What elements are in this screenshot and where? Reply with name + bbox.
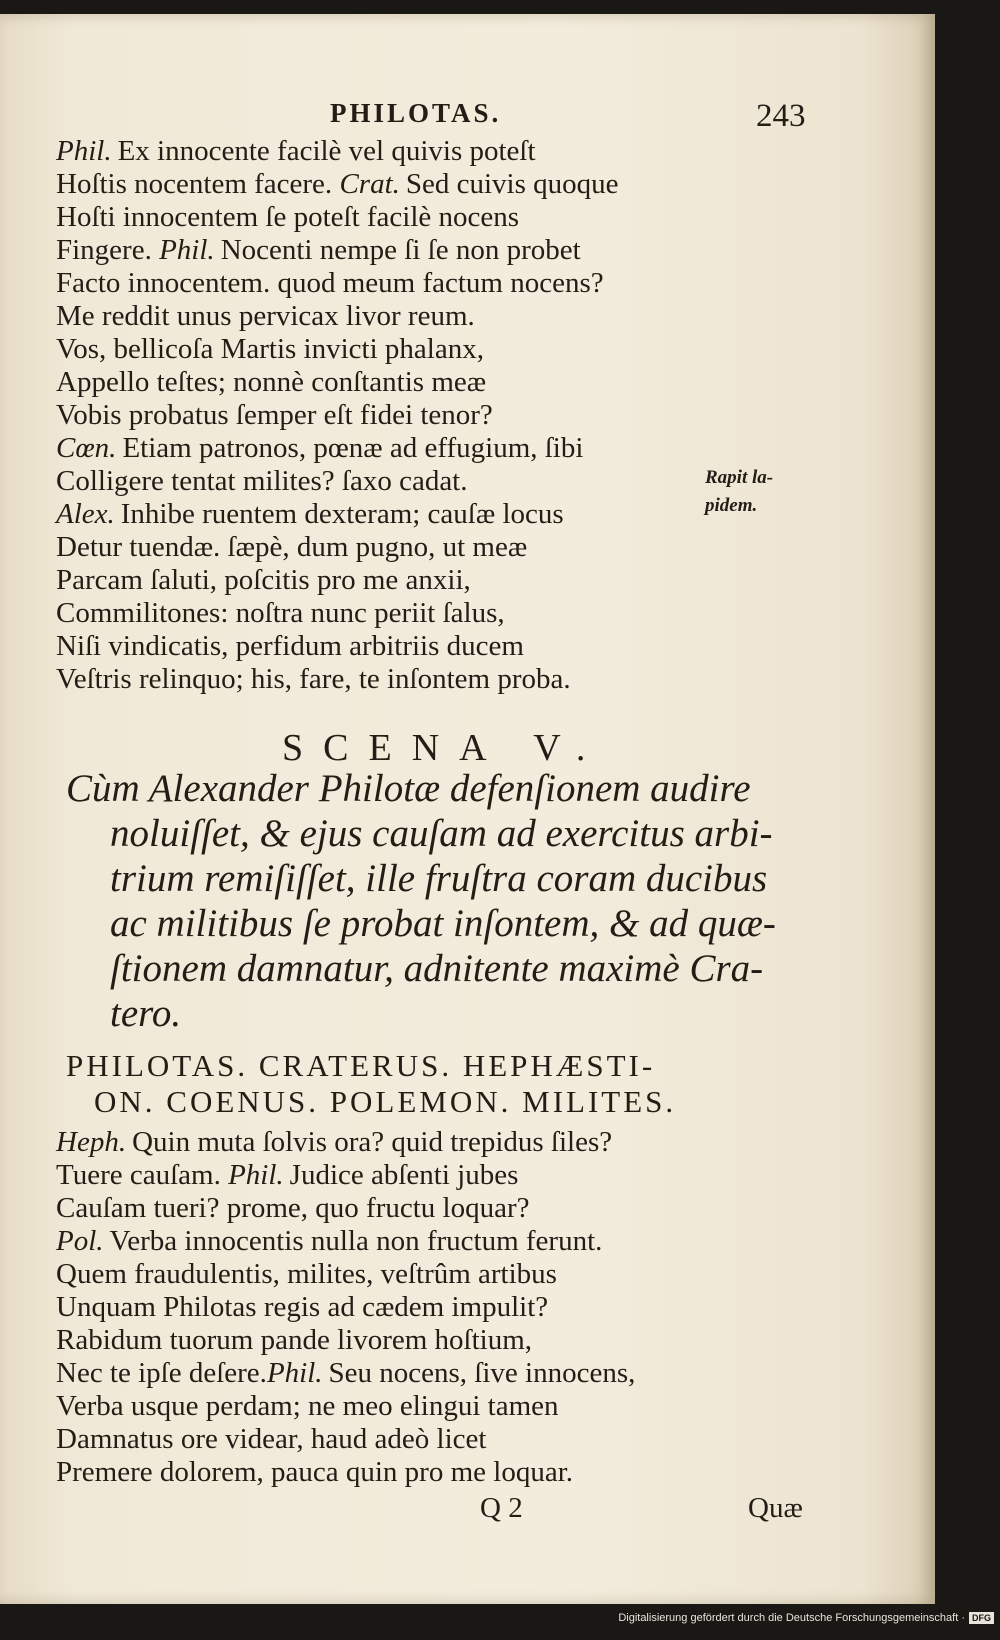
verse-line: Cauſam tueri? prome, quo fructu loquar?: [56, 1192, 530, 1224]
speaker-label: Pol.: [56, 1225, 104, 1257]
verse-line: Commilitones: noſtra nunc periit ſalus,: [56, 597, 505, 629]
verse-line: Damnatus ore videar, haud adeò licet: [56, 1423, 487, 1455]
verse-block-top: [56, 135, 736, 696]
speaker-label: Phil.: [159, 234, 215, 266]
verse-line: Pol. Verba innocentis nulla non fructum ferunt.: [56, 1225, 603, 1257]
catchword: Quæ: [748, 1492, 803, 1524]
verse-line: Phil. Ex innocente facilè vel quivis poteſt: [56, 135, 536, 167]
verse-line: Unquam Philotas regis ad cædem impulit?: [56, 1291, 549, 1323]
verse-line: Quem fraudulentis, milites, veſtrûm artibus: [56, 1258, 557, 1290]
page-number: 243: [756, 98, 806, 134]
verse-line: Alex. Inhibe ruentem dexteram; cauſæ locus: [56, 498, 564, 530]
verse-line: Cœn. Etiam patronos, pœnæ ad effugium, ſibi: [56, 432, 584, 464]
running-head: PHILOTAS.: [330, 98, 502, 128]
digitization-credit: [618, 1612, 994, 1624]
verse-line: Hoſtis nocentem facere. Crat. Sed cuivis quoque: [56, 168, 619, 200]
verse-line: Hoſti innocentem ſe poteſt facilè nocens: [56, 201, 520, 233]
verse-line: Niſi vindicatis, perfidum arbitriis ducem: [56, 630, 524, 662]
verse-line: Vobis probatus ſemper eſt fidei tenor?: [56, 399, 493, 431]
speaker-label: Phil.: [228, 1159, 284, 1191]
verse-line: Appello teſtes; nonnè conſtantis meæ: [56, 366, 487, 398]
verse-line: Parcam ſaluti, poſcitis pro me anxii,: [56, 564, 471, 596]
verse-block-bottom: [56, 1126, 736, 1489]
speaker-label: Cœn.: [56, 432, 117, 464]
verse-line: Veſtris relinquo; his, fare, te inſontem proba.: [56, 663, 571, 695]
credit-text: Digitalisierung gefördert durch die Deutsche Forschungsgemeinschaft ·: [618, 1612, 965, 1624]
verse-line: Colligere tentat milites? ſaxo cadat.: [56, 465, 468, 497]
dramatis-personae: PHILOTAS. CRATERUS. HEPHÆSTI- ON. COENUS. POLEMON. MILITES.: [66, 1048, 677, 1119]
verse-line: Verba usque perdam; ne meo elingui tamen: [56, 1390, 559, 1422]
dfg-logo: DFG: [969, 1612, 994, 1624]
verse-line: Premere dolorem, pauca quin pro me loquar.: [56, 1456, 574, 1488]
verse-line: Vos, bellicoſa Martis invicti phalanx,: [56, 333, 484, 365]
speaker-label: Phil.: [56, 135, 112, 167]
verse-line: Nec te ipſe deſere.Phil. Seu nocens, ſive innocens,: [56, 1357, 636, 1389]
speaker-label: Alex.: [56, 498, 115, 530]
verse-line: Facto innocentem. quod meum factum nocens?: [56, 267, 604, 299]
marginal-stage-direction: Rapit la- pidem.: [705, 467, 774, 516]
verse-line: Detur tuendæ. ſæpè, dum pugno, ut meæ: [56, 531, 528, 563]
verse-line: Heph. Quin muta ſolvis ora? quid trepidus ſiles?: [56, 1126, 613, 1158]
signature-mark: Q 2: [480, 1492, 523, 1524]
speaker-label: Heph.: [56, 1126, 127, 1158]
verse-line: Rabidum tuorum pande livorem hoſtium,: [56, 1324, 533, 1356]
verse-line: Me reddit unus pervicax livor reum.: [56, 300, 475, 332]
speaker-label: Phil.: [266, 1357, 323, 1389]
speaker-label: Crat.: [339, 168, 400, 200]
scene-argument: Cùm Alexander Philotæ defenſionem audire noluiſſet, & ejus cauſam ad exercitus arbi- trium remiſiſſet, ille fruſtra coram ducibus ac militibus ſe probat inſontem, & ad quæ- ſtionem damnatur, adnitente maximè Cra- tero.: [66, 767, 776, 1035]
book-page: [0, 14, 935, 1604]
scene-heading: SCENA V.: [282, 727, 606, 769]
verse-line: Tuere cauſam. Phil. Judice abſenti jubes: [56, 1159, 519, 1191]
verse-line: Fingere. Phil. Nocenti nempe ſi ſe non probet: [56, 234, 581, 266]
